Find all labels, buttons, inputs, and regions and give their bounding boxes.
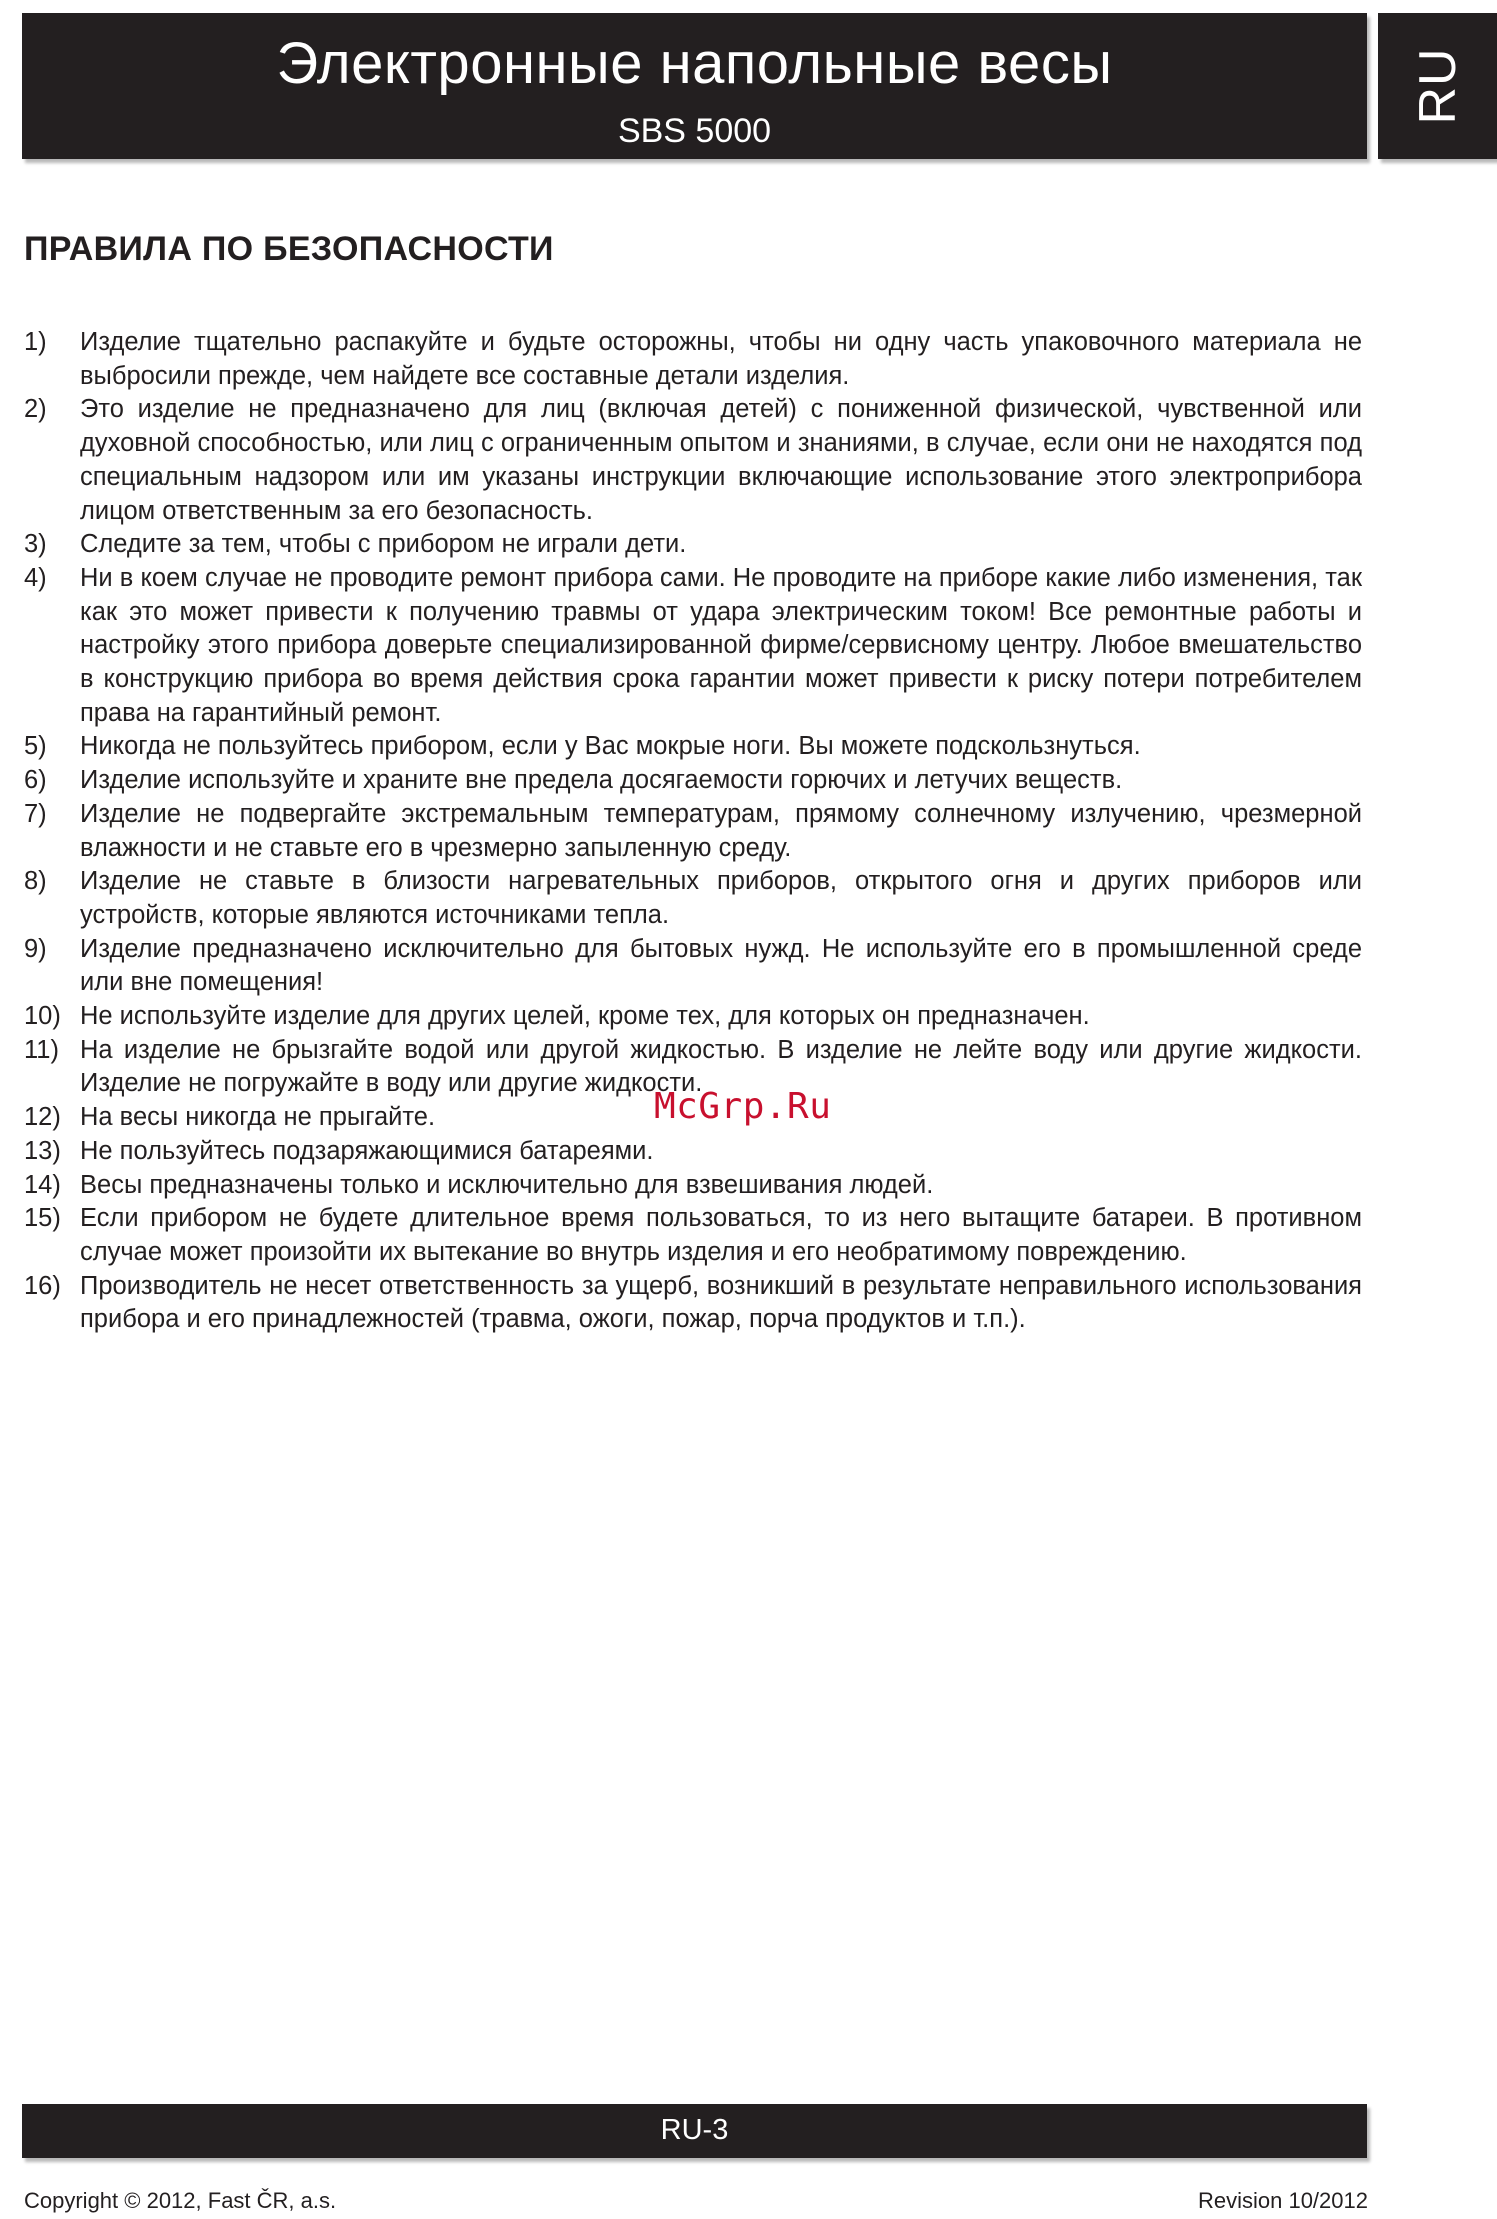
list-item-text: Изделие тщательно распакуйте и будьте осторожны, чтобы ни одну часть упаковочного материала не выбросили прежде, чем найдете все составные детали изделия. [80,328,1362,390]
list-item-number: 9) [24,934,47,963]
list-item-number: 4) [24,563,47,592]
revision-label: Revision 10/2012 [1197,2188,1368,2213]
list-item-number: 6) [24,766,47,795]
list-item-number: 10) [24,1002,61,1031]
list-item-text: Не пользуйтесь подзаряжающимися батареями. [80,1136,654,1165]
list-item-text: На весы никогда не прыгайте. [80,1103,436,1132]
list-item [24,730,1362,764]
list-item-text: Изделие предназначено исключительно для бытовых нужд. Не используйте его в промышленной среде или вне помещения! [80,934,1362,997]
list-item-text: Следите за тем, чтобы с прибором не играли дети. [80,530,687,559]
list-item-text: Не используйте изделие для других целей, кроме тех, для которых он предназначен. [80,1002,1090,1031]
list-item [24,562,1362,731]
document-title: Электронные напольные весы [276,31,1113,96]
copyright-notice: Copyright © 2012, Fast ČR, a.s. [24,2188,337,2213]
list-item-number: 12) [24,1103,61,1132]
list-item-text: Это изделие не предназначено для лиц (включая детей) с пониженной физической, чувственной или духовной способностью, или лиц с ограниченным опытом и знаниями, в случае, если они не находятся под специальным надзором или им указаны инструкции включающие использование этого электроприбора лицом ответственным за его безопасность. [80,395,1362,525]
list-item-text: Изделие не подвергайте экстремальным температурам, прямому солнечному излучению, чрезмерной влажности и не ставьте его в чрезмерно запыленную среду. [80,799,1362,862]
list-item-text: Если прибором не будете длительное время пользоваться, то из него вытащите батареи. В противном случае может произойти их вытекание во внутрь изделия и его необратимому повреждению. [80,1204,1362,1266]
list-item-number: 14) [24,1170,61,1199]
list-item-text: На изделие не брызгайте водой или другой жидкостью. В изделие не лейте воду или другие жидкости. Изделие не погружайте в воду или другие жидкости. [80,1035,1362,1098]
list-item [24,1270,1362,1337]
header-bar [22,13,1367,159]
safety-rules-list [24,326,1362,1337]
list-item-number: 11) [24,1035,59,1064]
list-item-number: 8) [24,867,47,896]
section-heading: ПРАВИЛА ПО БЕЗОПАСНОСТИ [24,230,554,268]
list-item-text: Изделие используйте и храните вне предела досягаемости горючих и летучих веществ. [80,766,1123,795]
list-item-text: Весы предназначены только и исключительно для взвешивания людей. [80,1170,934,1199]
watermark: McGrp.Ru [654,1086,832,1127]
list-item-number: 13) [24,1136,61,1165]
list-item-number: 1) [24,328,47,356]
list-item [24,865,1362,932]
list-item-number: 7) [24,799,47,828]
list-item-number: 3) [24,530,47,559]
page-number: RU-3 [660,2114,729,2146]
language-tab [1378,13,1497,159]
list-item-number: 5) [24,732,47,761]
list-item-number: 16) [24,1271,61,1300]
list-item-text: Производитель не несет ответственность за ущерб, возникший в результате неправильного использования прибора и его принадлежностей (травма, ожоги, пожар, порча продуктов и т.п.). [80,1271,1362,1334]
list-item [24,798,1362,865]
list-item-text: Ни в коем случае не проводите ремонт прибора сами. Не проводите на приборе какие либо изменения, так как это может привести к получению травмы от удара электрическим током! Все ремонтные работы и настройку этого прибора доверьте специализированной фирме/сервисному центру. Любое вмешательство в конструкцию прибора во время действия срока гарантии может привести к риску потери потребителем права на гарантийный ремонт. [80,563,1362,727]
list-item-text: Никогда не пользуйтесь прибором, если у Вас мокрые ноги. Вы можете подскользнуться. [80,732,1141,761]
list-item [24,1169,1362,1203]
list-item [24,1000,1362,1034]
list-item [24,528,1362,562]
model-number: SBS 5000 [617,112,772,150]
list-item-number: 15) [24,1204,61,1233]
footer-bar [22,2104,1367,2158]
list-item [24,933,1362,1000]
list-item [24,764,1362,798]
list-item [24,1135,1362,1169]
list-item-text: Изделие не ставьте в близости нагревательных приборов, открытого огня и других приборов или устройств, которые являются источниками тепла. [80,867,1362,929]
language-tab-label: RU [1408,47,1467,125]
list-item [24,393,1362,528]
list-item [24,1202,1362,1269]
list-item [24,326,1362,393]
list-item-number: 2) [24,395,47,424]
